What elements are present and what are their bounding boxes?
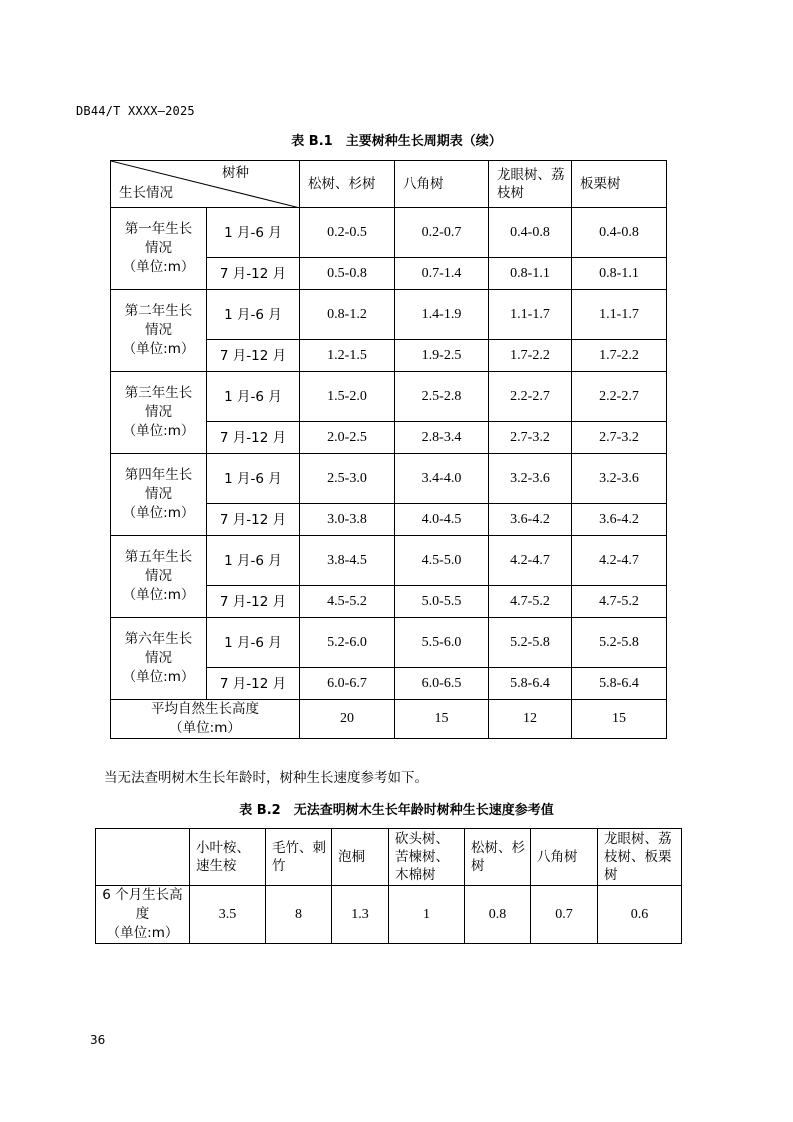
value-cell: 6.0-6.5: [395, 668, 489, 700]
value-cell: 2.0-2.5: [300, 422, 395, 454]
value-cell: 0.8-1.2: [300, 290, 395, 340]
value-cell: 1: [389, 886, 465, 944]
row-label: 6 个月生长高度: [102, 887, 183, 922]
average-height-label: 平均自然生长高度: [151, 701, 259, 717]
value-cell: 0.8-1.1: [489, 258, 572, 290]
column-header: 龙眼树、荔枝树、板栗树: [598, 829, 682, 886]
year-label: 第六年生长情况: [124, 631, 193, 666]
year-label-cell: [111, 536, 207, 618]
period-cell: 7 月-12 月: [207, 422, 300, 454]
value-cell: 1.7-2.2: [489, 340, 572, 372]
average-height-label-cell: [111, 700, 300, 739]
value-cell: 0.5-0.8: [300, 258, 395, 290]
column-header: 毛竹、刺竹: [266, 829, 332, 886]
value-cell: 0.4-0.8: [489, 208, 572, 258]
value-cell: 3.0-3.8: [300, 504, 395, 536]
value-cell: 3.6-4.2: [572, 504, 667, 536]
value-cell: 12: [489, 700, 572, 739]
table2-caption: 表 B.2 无法查明树木生长年龄时树种生长速度参考值: [239, 803, 554, 818]
table-row: [111, 454, 667, 504]
year-label-cell: [111, 618, 207, 700]
year-label: 第一年生长情况: [124, 221, 193, 256]
value-cell: 1.4-1.9: [395, 290, 489, 340]
value-cell: 3.2-3.6: [489, 454, 572, 504]
value-cell: 0.4-0.8: [572, 208, 667, 258]
year-label-cell: [111, 372, 207, 454]
corner-header-growth: 生长情况: [119, 185, 173, 201]
unit-label: （单位:m）: [122, 259, 195, 275]
value-cell: 4.2-4.7: [572, 536, 667, 586]
value-cell: 2.5-3.0: [300, 454, 395, 504]
value-cell: 5.2-6.0: [300, 618, 395, 668]
value-cell: 15: [572, 700, 667, 739]
value-cell: 4.5-5.2: [300, 586, 395, 618]
value-cell: 5.8-6.4: [489, 668, 572, 700]
period-cell: 7 月-12 月: [207, 258, 300, 290]
value-cell: 5.0-5.5: [395, 586, 489, 618]
value-cell: 1.3: [332, 886, 389, 944]
column-header: 八角树: [395, 161, 489, 208]
year-label-cell: [111, 208, 207, 290]
period-cell: 7 月-12 月: [207, 504, 300, 536]
table-row: [111, 618, 667, 668]
row-unit: （单位:m）: [106, 925, 179, 941]
unit-label: （单位:m）: [169, 720, 241, 736]
period-cell: 1 月-6 月: [207, 372, 300, 422]
period-cell: 1 月-6 月: [207, 536, 300, 586]
document-code: DB44/T XXXX—2025: [76, 104, 195, 118]
unit-label: （单位:m）: [122, 587, 195, 603]
table-row: [111, 208, 667, 258]
value-cell: 2.7-3.2: [572, 422, 667, 454]
value-cell: 2.7-3.2: [489, 422, 572, 454]
value-cell: 1.7-2.2: [572, 340, 667, 372]
value-cell: 0.8-1.1: [572, 258, 667, 290]
value-cell: 4.0-4.5: [395, 504, 489, 536]
value-cell: 2.8-3.4: [395, 422, 489, 454]
value-cell: 3.2-3.6: [572, 454, 667, 504]
growth-cycle-table: [110, 160, 667, 739]
value-cell: 4.7-5.2: [572, 586, 667, 618]
year-label-cell: [111, 290, 207, 372]
value-cell: 15: [395, 700, 489, 739]
value-cell: 0.8: [465, 886, 531, 944]
year-label-cell: [111, 454, 207, 536]
empty-header-cell: [96, 829, 190, 886]
value-cell: 0.6: [598, 886, 682, 944]
table1-caption: 表 B.1 主要树种生长周期表（续）: [291, 134, 502, 149]
value-cell: 3.8-4.5: [300, 536, 395, 586]
value-cell: 5.8-6.4: [572, 668, 667, 700]
unit-label: （单位:m）: [122, 423, 195, 439]
value-cell: 4.5-5.0: [395, 536, 489, 586]
period-cell: 1 月-6 月: [207, 454, 300, 504]
year-label: 第五年生长情况: [124, 549, 193, 584]
corner-header-cell: [111, 161, 300, 208]
column-header: 松树、杉树: [300, 161, 395, 208]
value-cell: 2.5-2.8: [395, 372, 489, 422]
value-cell: 5.2-5.8: [572, 618, 667, 668]
reference-paragraph: 当无法查明树木生长年龄时，树种生长速度参考如下。: [104, 770, 428, 786]
unit-label: （单位:m）: [122, 341, 195, 357]
growth-speed-table: [95, 828, 682, 944]
value-cell: 3.4-4.0: [395, 454, 489, 504]
table-row: [111, 536, 667, 586]
period-cell: 7 月-12 月: [207, 340, 300, 372]
unit-label: （单位:m）: [122, 505, 195, 521]
value-cell: 1.5-2.0: [300, 372, 395, 422]
row-label-cell: [96, 886, 190, 944]
column-header: 八角树: [531, 829, 598, 886]
column-header: 板栗树: [572, 161, 667, 208]
value-cell: 3.5: [190, 886, 266, 944]
value-cell: 4.2-4.7: [489, 536, 572, 586]
column-header: 龙眼树、荔枝树: [489, 161, 572, 208]
year-label: 第四年生长情况: [124, 467, 193, 502]
corner-header-species: 树种: [222, 165, 249, 181]
column-header: 泡桐: [332, 829, 389, 886]
value-cell: 1.9-2.5: [395, 340, 489, 372]
value-cell: 0.2-0.7: [395, 208, 489, 258]
period-cell: 1 月-6 月: [207, 618, 300, 668]
value-cell: 4.7-5.2: [489, 586, 572, 618]
value-cell: 2.2-2.7: [572, 372, 667, 422]
table-row: [111, 700, 667, 739]
table-row: [111, 372, 667, 422]
table-row: [111, 290, 667, 340]
value-cell: 1.1-1.7: [489, 290, 572, 340]
value-cell: 3.6-4.2: [489, 504, 572, 536]
page-number: 36: [90, 1033, 106, 1047]
column-header: 松树、杉树: [465, 829, 531, 886]
value-cell: 6.0-6.7: [300, 668, 395, 700]
value-cell: 2.2-2.7: [489, 372, 572, 422]
period-cell: 1 月-6 月: [207, 208, 300, 258]
column-header: 小叶桉、速生桉: [190, 829, 266, 886]
unit-label: （单位:m）: [122, 669, 195, 685]
value-cell: 0.7-1.4: [395, 258, 489, 290]
value-cell: 5.2-5.8: [489, 618, 572, 668]
year-label: 第三年生长情况: [124, 385, 193, 420]
value-cell: 1.2-1.5: [300, 340, 395, 372]
value-cell: 1.1-1.7: [572, 290, 667, 340]
column-header: 砍头树、苦楝树、木棉树: [389, 829, 465, 886]
value-cell: 0.7: [531, 886, 598, 944]
period-cell: 1 月-6 月: [207, 290, 300, 340]
period-cell: 7 月-12 月: [207, 668, 300, 700]
value-cell: 0.2-0.5: [300, 208, 395, 258]
value-cell: 20: [300, 700, 395, 739]
value-cell: 5.5-6.0: [395, 618, 489, 668]
value-cell: 8: [266, 886, 332, 944]
year-label: 第二年生长情况: [124, 303, 193, 338]
period-cell: 7 月-12 月: [207, 586, 300, 618]
